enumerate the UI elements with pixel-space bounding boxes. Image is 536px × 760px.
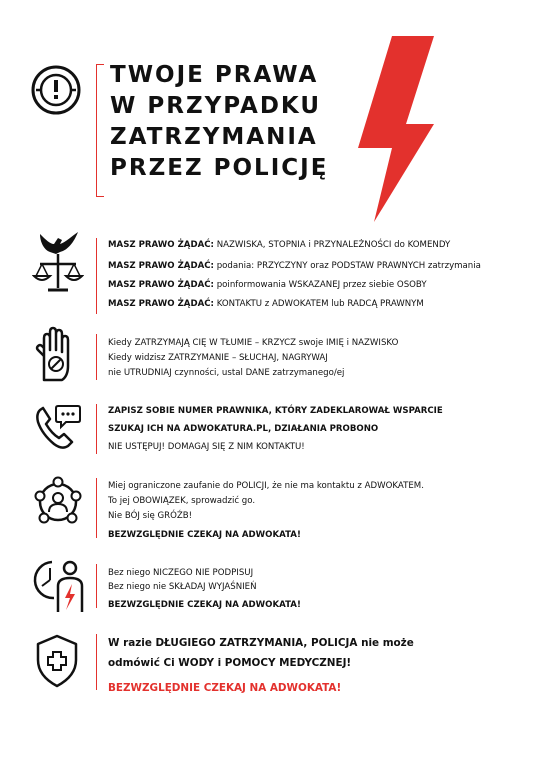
trust-text: Miej ograniczone zaufanie do POLICJI, że nie ma kontaktu z ADWOKATEM. [108,481,424,491]
sign-text: Bez niego NICZEGO NIE PODPISUJ [108,568,254,578]
stop-hand-icon [34,326,78,384]
rights-item [108,299,424,310]
title-line: ZATRZYMANIA [110,124,318,150]
rights-text: podania: PRZYCZYNY oraz PODSTAW PRAWNYCH zatrzymania [216,261,481,271]
rights-item [108,240,450,251]
phone-chat-icon [34,404,82,450]
rights-prefix: MASZ PRAWO ŻĄDAĆ: [108,299,214,309]
rights-text: poinformowania WSKAZANEJ przez siebie OSOBY [216,280,427,290]
crowd-text: Kiedy ZATRZYMAJĄ CIĘ W TŁUMIE – KRZYCZ swoje IMIĘ i NAZWISKO [108,338,399,348]
divider-line [96,64,97,196]
divider-line [96,334,97,380]
rights-item [108,280,427,291]
lightning-bolt-icon [336,36,438,222]
divider-line [96,634,97,690]
clock-person-icon [30,556,88,614]
medical-text: W razie DŁUGIEGO ZATRZYMANIA, POLICJA nie może [108,637,414,649]
rights-prefix: MASZ PRAWO ŻĄDAĆ: [108,240,214,250]
lawyer-contact-text: ZAPISZ SOBIE NUMER PRAWNIKA, KTÓRY ZADEKLAROWAŁ WSPARCIE [108,406,443,416]
wait-for-lawyer-text: BEZWZGLĘDNIE CZEKAJ NA ADWOKATA! [108,600,301,610]
shield-cross-icon [34,634,80,688]
divider-line [96,478,97,538]
crowd-text: Kiedy widzisz ZATRZYMANIE – SŁUCHAJ, NAGRYWAJ [108,353,328,363]
crowd-text: nie UTRUDNIAJ czynności, ustal DANE zatrzymanego/ej [108,368,345,378]
network-people-icon [32,476,84,528]
divider-line [96,404,97,454]
title-line: PRZEZ POLICJĘ [110,155,329,181]
title-line: W PRZYPADKU [110,93,322,119]
wait-for-lawyer-text: BEZWZGLĘDNIE CZEKAJ NA ADWOKATA! [108,682,342,694]
rights-text: NAZWISKA, STOPNIA i PRZYNALEŻNOŚCI do KOMENDY [216,240,451,250]
lawyer-contact-text: SZUKAJ ICH NA ADWOKATURA.PL, DZIAŁANIA PROBONO [108,424,379,434]
rights-prefix: MASZ PRAWO ŻĄDAĆ: [108,261,214,271]
trust-text: To jej OBOWIĄZEK, sprowadzić go. [108,496,256,506]
medical-text: odmówić Ci WODY i POMOCY MEDYCZNEJ! [108,657,352,669]
rights-text: KONTAKTU z ADWOKATEM lub RADCĄ PRAWNYM [216,299,424,309]
divider-line [96,564,97,608]
rights-prefix: MASZ PRAWO ŻĄDAĆ: [108,280,214,290]
divider-tick [96,196,104,197]
trust-text: Nie BÓJ się GRÓŹB! [108,511,193,521]
lawyer-contact-text: NIE USTĘPUJ! DOMAGAJ SIĘ Z NIM KONTAKTU! [108,442,305,452]
divider-tick [96,64,104,65]
rights-item [108,261,481,272]
warning-circle-icon [30,64,82,116]
page-title [110,60,328,184]
sign-text: Bez niego nie SKŁADAJ WYJAŚNIEŃ [108,582,257,592]
title-line: TWOJE PRAWA [110,62,319,88]
wait-for-lawyer-text: BEZWZGLĘDNIE CZEKAJ NA ADWOKATA! [108,530,301,540]
dove-scales-icon [32,230,84,296]
divider-line [96,238,97,314]
